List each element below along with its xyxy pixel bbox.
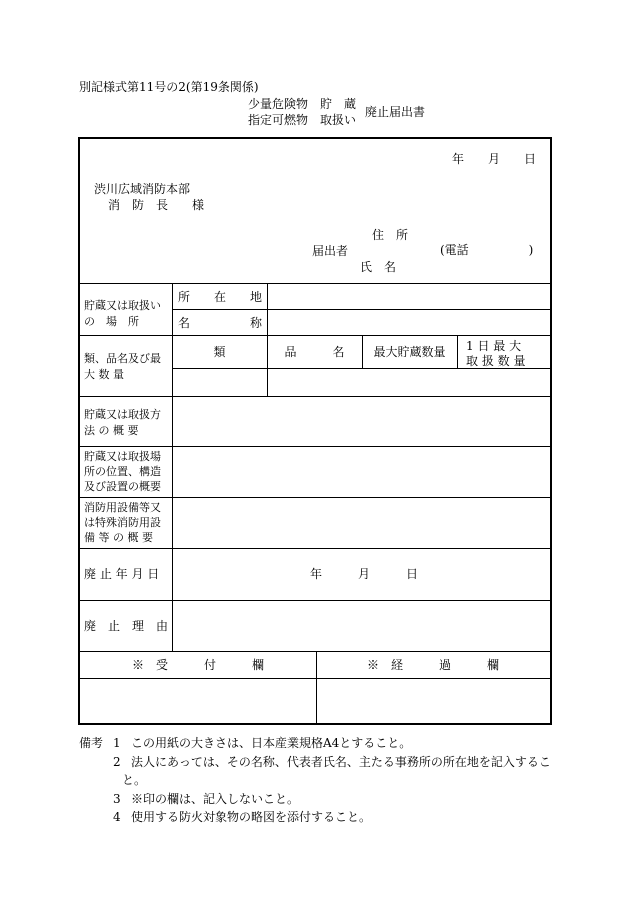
facility-label: 貯蔵又は取扱場所の位置、構造及び設置の概要 — [84, 450, 161, 493]
note-2-number: 2 — [113, 755, 121, 769]
notification-form — [78, 137, 552, 725]
row-divider — [172, 309, 550, 310]
col-max-storage-header: 最大貯蔵数量 — [373, 345, 446, 359]
date-line: 年 月 日 — [452, 152, 537, 166]
addressee-title: 消 防 長 様 — [108, 198, 205, 212]
name-label: 氏 名 — [360, 260, 397, 274]
phone-label: (電話 ) — [440, 243, 534, 257]
notifier-label: 届出者 — [312, 244, 349, 258]
notes-prefix: 備考 — [79, 736, 104, 750]
row-divider — [80, 446, 550, 447]
row-divider — [80, 548, 550, 549]
form-reference: 別記様式第11号の2(第19条関係) — [79, 80, 259, 94]
col-daily-max-header-1: 1 日 最 大 — [466, 339, 522, 353]
col-item-header: 品 名 — [284, 345, 345, 359]
note-3-number: 3 — [113, 792, 121, 806]
row-divider — [80, 678, 550, 679]
col-daily-max-header-2: 取 扱 数 量 — [466, 354, 526, 368]
location-label: 貯蔵又は取扱いの 場 所 — [84, 299, 161, 328]
row-divider — [80, 497, 550, 498]
column-divider — [457, 335, 458, 368]
note-4-number: 4 — [113, 810, 121, 824]
row-divider — [172, 368, 550, 369]
row-divider — [80, 283, 550, 284]
column-divider — [267, 283, 268, 335]
address-label: 住 所 — [372, 228, 409, 242]
reason-label: 廃 止 理 由 — [84, 619, 169, 633]
note-1: この用紙の大きさは、日本産業規格A4とすること。 — [131, 736, 412, 750]
abolish-date-value: 年 月 日 — [310, 567, 419, 581]
note-4: 使用する防火対象物の略図を添付すること。 — [131, 810, 372, 824]
quantity-label: 類、品名及び最 大 数 量 — [84, 352, 161, 381]
abolish-date-label: 廃 止 年 月 日 — [84, 567, 160, 581]
method-label: 貯蔵又は取扱方 法 の 概 要 — [84, 408, 161, 437]
note-1-number: 1 — [113, 736, 121, 750]
progress-header: ※ 経 過 欄 — [366, 658, 499, 672]
note-3: ※印の欄は、記入しないこと。 — [131, 792, 300, 806]
reception-header: ※ 受 付 欄 — [131, 658, 264, 672]
note-2-line-1: 法人にあっては、その名称、代表者氏名、主たる事務所の所在地を記入するこ — [131, 755, 551, 769]
addressee-org: 渋川広域消防本部 — [94, 182, 191, 196]
firefighting-label: 消防用設備等又は特殊消防用設 備 等 の 概 要 — [84, 501, 161, 544]
row-divider — [80, 396, 550, 397]
location-address-label: 所 在 地 — [178, 290, 263, 304]
title-line-2: 指定可燃物 取扱い — [248, 113, 357, 127]
location-name-label: 名 称 — [178, 316, 263, 330]
title-suffix: 廃止届出書 — [365, 105, 426, 119]
title-line-1: 少量危険物 貯 蔵 — [248, 97, 357, 111]
note-2-line-2: と。 — [122, 773, 147, 787]
row-divider — [80, 600, 550, 601]
col-class-header: 類 — [213, 345, 226, 359]
